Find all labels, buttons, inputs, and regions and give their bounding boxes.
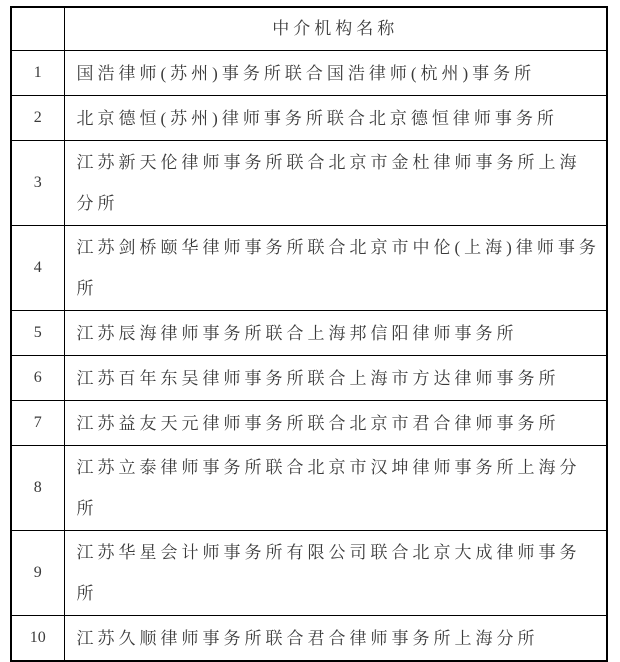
table-row: [11, 446, 607, 531]
row-number: 2: [11, 96, 64, 141]
row-number: 6: [11, 356, 64, 401]
agency-name: 江苏百年东吴律师事务所联合上海市方达律师事务所: [64, 356, 607, 401]
table-row: [11, 531, 607, 616]
agency-name: 江苏久顺律师事务所联合君合律师事务所上海分所: [64, 616, 607, 662]
row-number: 7: [11, 401, 64, 446]
table-row: [11, 356, 607, 401]
row-number: 8: [11, 446, 64, 531]
table-row: [11, 616, 607, 662]
agency-name: 江苏辰海律师事务所联合上海邦信阳律师事务所: [64, 311, 607, 356]
row-number: 9: [11, 531, 64, 616]
intermediary-agency-table: [10, 6, 608, 662]
agency-name: 江苏立泰律师事务所联合北京市汉坤律师事务所上海分所: [64, 446, 607, 531]
table-row: [11, 311, 607, 356]
table-row: [11, 141, 607, 226]
table-row: [11, 96, 607, 141]
agency-name: 国浩律师(苏州)事务所联合国浩律师(杭州)事务所: [64, 51, 607, 96]
header-index-cell: [11, 7, 64, 51]
agency-name: 江苏剑桥颐华律师事务所联合北京市中伦(上海)律师事务所: [64, 226, 607, 311]
agency-name: 江苏华星会计师事务所有限公司联合北京大成律师事务所: [64, 531, 607, 616]
table-row: [11, 401, 607, 446]
header-agency-name-cell: 中介机构名称: [64, 7, 607, 51]
row-number: 10: [11, 616, 64, 662]
table-row: [11, 51, 607, 96]
agency-name: 江苏新天伦律师事务所联合北京市金杜律师事务所上海分所: [64, 141, 607, 226]
table-header-row: [11, 7, 607, 51]
row-number: 4: [11, 226, 64, 311]
agency-name: 北京德恒(苏州)律师事务所联合北京德恒律师事务所: [64, 96, 607, 141]
table-row: [11, 226, 607, 311]
row-number: 5: [11, 311, 64, 356]
agency-name: 江苏益友天元律师事务所联合北京市君合律师事务所: [64, 401, 607, 446]
row-number: 3: [11, 141, 64, 226]
row-number: 1: [11, 51, 64, 96]
